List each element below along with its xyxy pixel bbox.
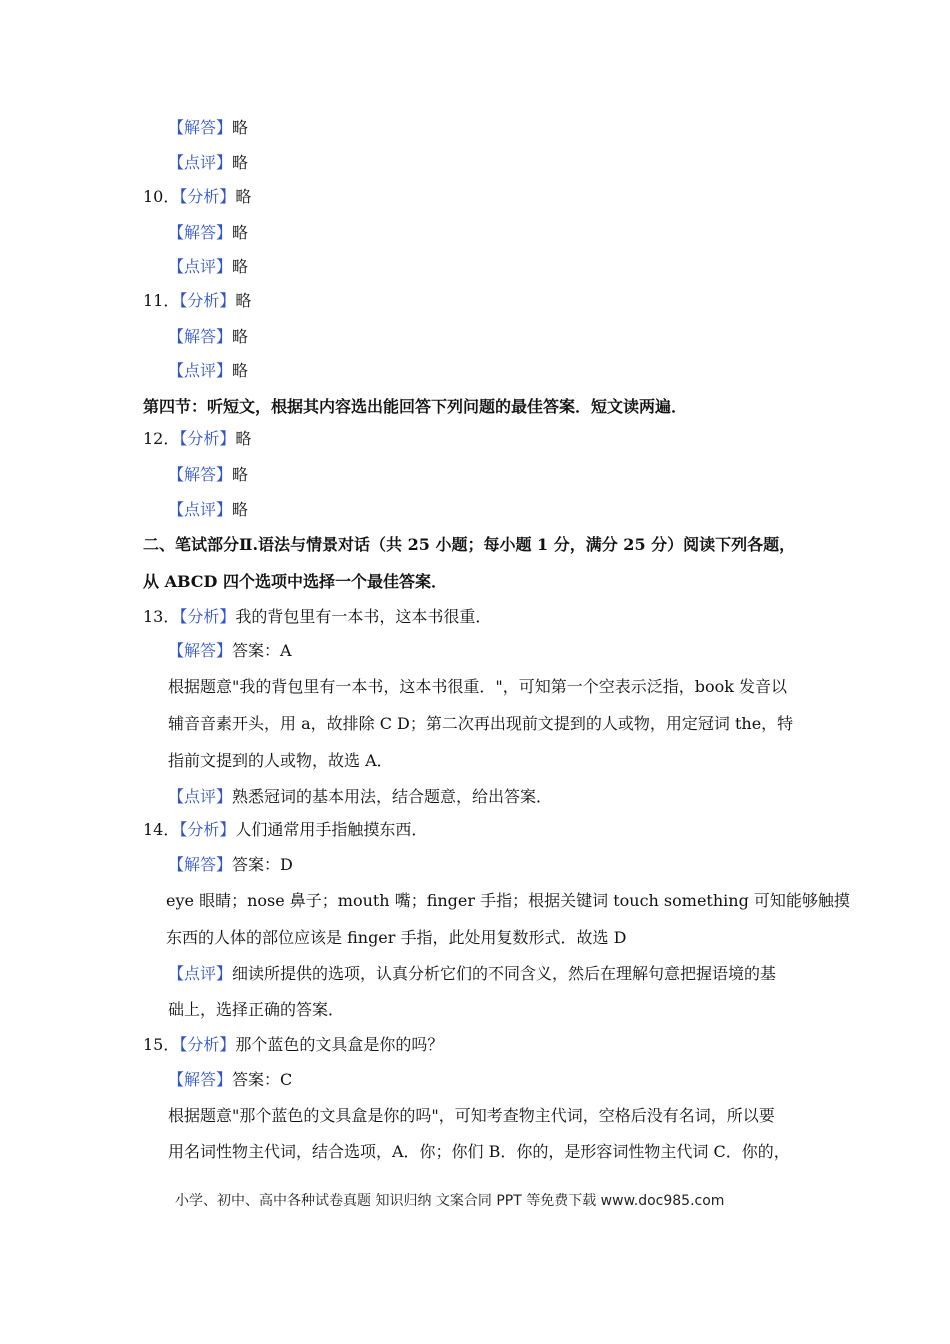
- answer-text: 答案：D: [232, 855, 293, 874]
- answer-tag: 【解答】: [168, 641, 233, 660]
- comment-text: 细读所提供的选项，认真分析它们的不同含义，然后在理解句意把握语境的基: [232, 964, 777, 983]
- comment-text: 略: [232, 153, 249, 172]
- question-14-comment-2: 础上，选择正确的答案．: [168, 1000, 345, 1019]
- question-13-analysis: [143, 606, 491, 628]
- analysis-text: 略: [235, 291, 252, 310]
- question-number: 15．: [143, 1035, 180, 1054]
- section-4-heading: 第四节：听短文，根据其内容选出能回答下列问题的最佳答案．短文读两遍．: [143, 397, 688, 416]
- answer-tag: 【解答】: [168, 1070, 233, 1089]
- comment-text: 熟悉冠词的基本用法，结合题意，给出答案．: [232, 787, 553, 806]
- analysis-tag: 【分析】: [179, 820, 236, 839]
- comment-text: 略: [232, 500, 249, 519]
- part-2-heading-line-2: 从 ABCD 四个选项中选择一个最佳答案．: [143, 572, 447, 591]
- answer-line: [168, 117, 248, 139]
- answer-tag: 【解答】: [168, 465, 233, 484]
- answer-tag: 【解答】: [168, 223, 233, 242]
- analysis-tag: 【分析】: [179, 607, 236, 626]
- question-14-comment-1: [168, 963, 776, 985]
- analysis-text: 那个蓝色的文具盒是你的吗？: [235, 1035, 444, 1054]
- question-14-answer: [168, 854, 293, 876]
- analysis-tag: 【分析】: [179, 187, 236, 206]
- answer-text: 答案：C: [232, 1070, 293, 1089]
- page-footer: 小学、初中、高中各种试卷真题 知识归纳 文案合同 PPT 等免费下载 www.doc985.com: [175, 1193, 725, 1209]
- question-12-comment: [168, 499, 248, 521]
- question-13-explanation-1: 根据题意"我的背包里有一本书，这本书很重．"，可知第一个空表示泛指，book 发音以: [168, 677, 788, 696]
- comment-text: 略: [232, 361, 249, 380]
- comment-tag: 【点评】: [168, 500, 233, 519]
- question-11-analysis: [143, 290, 251, 312]
- question-number: 14．: [143, 820, 180, 839]
- question-12-analysis: [143, 428, 251, 450]
- analysis-tag: 【分析】: [179, 1035, 236, 1054]
- comment-tag: 【点评】: [168, 787, 233, 806]
- question-13-answer: [168, 640, 292, 662]
- answer-tag: 【解答】: [168, 855, 233, 874]
- answer-text: 答案：A: [232, 641, 292, 660]
- analysis-text: 略: [235, 187, 252, 206]
- question-10-answer: [168, 222, 248, 244]
- comment-tag: 【点评】: [168, 964, 233, 983]
- question-15-explanation-2: 用名词性物主代词，结合选项，A．你；你们 B．你的，是形容词性物主代词 C．你的，: [168, 1142, 790, 1161]
- question-10-comment: [168, 256, 248, 278]
- analysis-text: 我的背包里有一本书，这本书很重．: [235, 607, 492, 626]
- question-13-comment: [168, 786, 552, 808]
- analysis-tag: 【分析】: [179, 291, 236, 310]
- comment-tag: 【点评】: [168, 361, 233, 380]
- question-number: 11．: [143, 291, 180, 310]
- question-13-explanation-2: 辅音音素开头，用 a，故排除 C D；第二次再出现前文提到的人或物，用定冠词 the，特: [168, 714, 794, 733]
- question-number: 12．: [143, 429, 180, 448]
- answer-text: 略: [232, 327, 249, 346]
- question-10-analysis: [143, 186, 251, 208]
- part-2-heading-line-1: 二、笔试部分Ⅱ.语法与情景对话（共 25 小题；每小题 1 分，满分 25 分）阅读下列各题，: [143, 535, 796, 554]
- question-13-explanation-3: 指前文提到的人或物，故选 A．: [168, 751, 393, 770]
- answer-text: 略: [232, 118, 249, 137]
- question-number: 13．: [143, 607, 180, 626]
- comment-tag: 【点评】: [168, 153, 233, 172]
- question-15-analysis: [143, 1034, 443, 1056]
- comment-tag: 【点评】: [168, 257, 233, 276]
- question-12-answer: [168, 464, 248, 486]
- answer-text: 略: [232, 465, 249, 484]
- analysis-text: 略: [235, 429, 252, 448]
- question-15-explanation-1: 根据题意"那个蓝色的文具盒是你的吗"，可知考查物主代词，空格后没有名词，所以要: [168, 1106, 775, 1125]
- question-11-answer: [168, 326, 248, 348]
- question-14-explanation-1: eye 眼睛；nose 鼻子；mouth 嘴；finger 手指；根据关键词 touch something 可知能够触摸: [166, 891, 850, 910]
- question-number: 10．: [143, 187, 180, 206]
- question-15-answer: [168, 1069, 292, 1091]
- analysis-text: 人们通常用手指触摸东西．: [235, 820, 428, 839]
- question-14-analysis: [143, 819, 427, 841]
- answer-tag: 【解答】: [168, 118, 233, 137]
- analysis-tag: 【分析】: [179, 429, 236, 448]
- question-11-comment: [168, 360, 248, 382]
- answer-tag: 【解答】: [168, 327, 233, 346]
- comment-line: [168, 152, 248, 174]
- question-14-explanation-2: 东西的人体的部位应该是 finger 手指，此处用复数形式．故选 D: [166, 928, 627, 947]
- comment-text: 略: [232, 257, 249, 276]
- answer-text: 略: [232, 223, 249, 242]
